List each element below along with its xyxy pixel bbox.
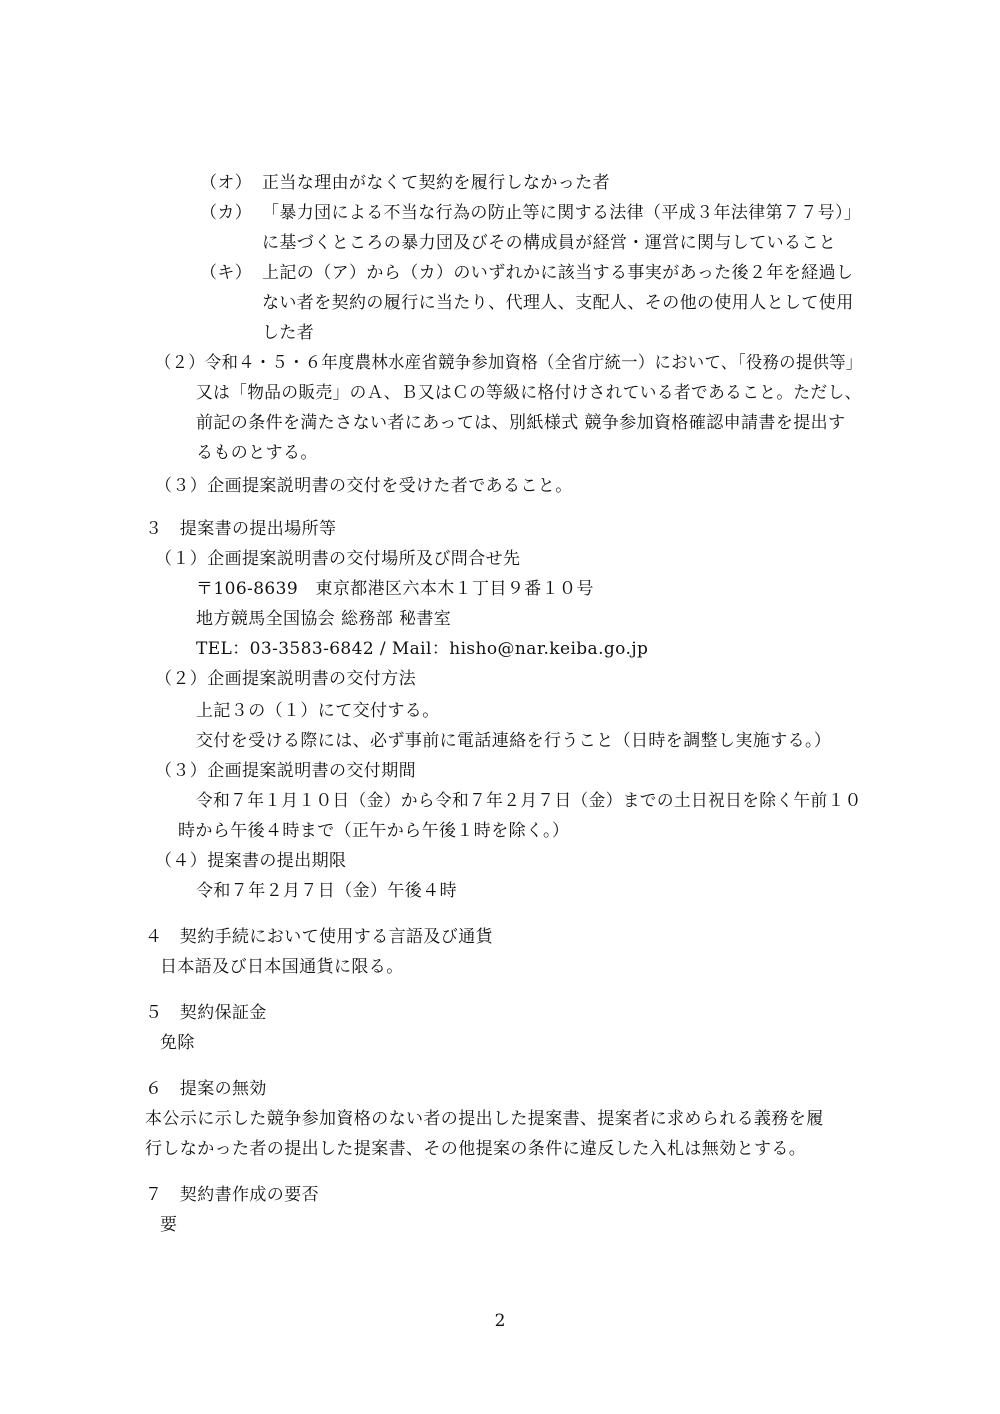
item-ki-label: （キ） — [200, 263, 253, 283]
item-ki-text-1: 上記の（ア）から（カ）のいずれかに該当する事実があった後２年を経過し — [262, 263, 854, 283]
section-5-title: ５ 契約保証金 — [145, 1003, 267, 1023]
item-ka-text-1: 「暴力団による不当な行為の防止等に関する法律（平成３年法律第７７号）」 — [262, 203, 862, 223]
section-3-title: ３ 提案書の提出場所等 — [145, 519, 337, 539]
organization-name: 地方競馬全国協会 総務部 秘書室 — [196, 609, 452, 629]
item-3: （３）企画提案説明書の交付を受けた者であること。 — [155, 476, 573, 496]
section-4-body: 日本語及び日本国通貨に限る。 — [160, 957, 404, 977]
item-ki-text-3: した者 — [262, 323, 315, 343]
section-3-3-heading: （３）企画提案説明書の交付期間 — [155, 761, 416, 781]
section-3-2-text-a: 上記３の（１）にて交付する。 — [196, 701, 440, 721]
item-o-text: 正当な理由がなくて契約を履行しなかった者 — [262, 173, 610, 193]
item-ka-label: （カ） — [200, 203, 253, 223]
section-3-4-heading: （４）提案書の提出期限 — [155, 851, 347, 871]
section-6-body-2: 行しなかった者の提出した提案書、その他提案の条件に違反した入札は無効とする。 — [145, 1139, 807, 1159]
item-2-line-4: るものとする。 — [196, 443, 318, 463]
item-2-line-3: 前記の条件を満たさない者にあっては、別紙様式 競争参加資格確認申請書を提出す — [196, 413, 846, 433]
section-7-body: 要 — [160, 1215, 178, 1235]
section-6-body-1: 本公示に示した競争参加資格のない者の提出した提案書、提案者に求められる義務を履 — [145, 1109, 824, 1129]
item-2-line-1: （２）令和４・５・６年度農林水産省競争参加資格（全省庁統一）において、「役務の提供等」 — [155, 353, 863, 373]
section-3-3-text-a: 令和７年１月１０日（金）から令和７年２月７日（金）までの土日祝日を除く午前１０ — [196, 791, 862, 811]
contact-info: TEL：03-3583-6842 / Mail：hisho@nar.keiba.go.jp — [196, 639, 649, 659]
section-5-body: 免除 — [160, 1033, 195, 1053]
item-ki-text-2: ない者を契約の履行に当たり、代理人、支配人、その他の使用人として使用 — [262, 293, 854, 313]
item-ka-text-2: に基づくところの暴力団及びその構成員が経営・運営に関与していること — [262, 233, 837, 253]
page-number: 2 — [494, 1311, 506, 1331]
item-2-line-2: 又は「物品の販売」のＡ、Ｂ又はＣの等級に格付けされている者であること。ただし、 — [196, 383, 862, 403]
section-3-2-heading: （２）企画提案説明書の交付方法 — [155, 669, 416, 689]
section-3-3-text-b: 時から午後４時まで（正午から午後１時を除く。） — [178, 821, 570, 841]
section-3-4-text: 令和７年２月７日（金）午後４時 — [196, 881, 457, 901]
section-7-title: ７ 契約書作成の要否 — [145, 1185, 319, 1205]
section-4-title: ４ 契約手続において使用する言語及び通貨 — [145, 927, 493, 947]
section-6-title: ６ 提案の無効 — [145, 1079, 267, 1099]
section-3-1-heading: （１）企画提案説明書の交付場所及び問合せ先 — [155, 549, 521, 569]
section-3-2-text-b: 交付を受ける際には、必ず事前に電話連絡を行うこと（日時を調整し実施する。） — [196, 731, 832, 751]
item-o-label: （オ） — [200, 173, 253, 193]
postal-address: 〒106-8639 東京都港区六本木１丁目９番１０号 — [196, 579, 594, 599]
